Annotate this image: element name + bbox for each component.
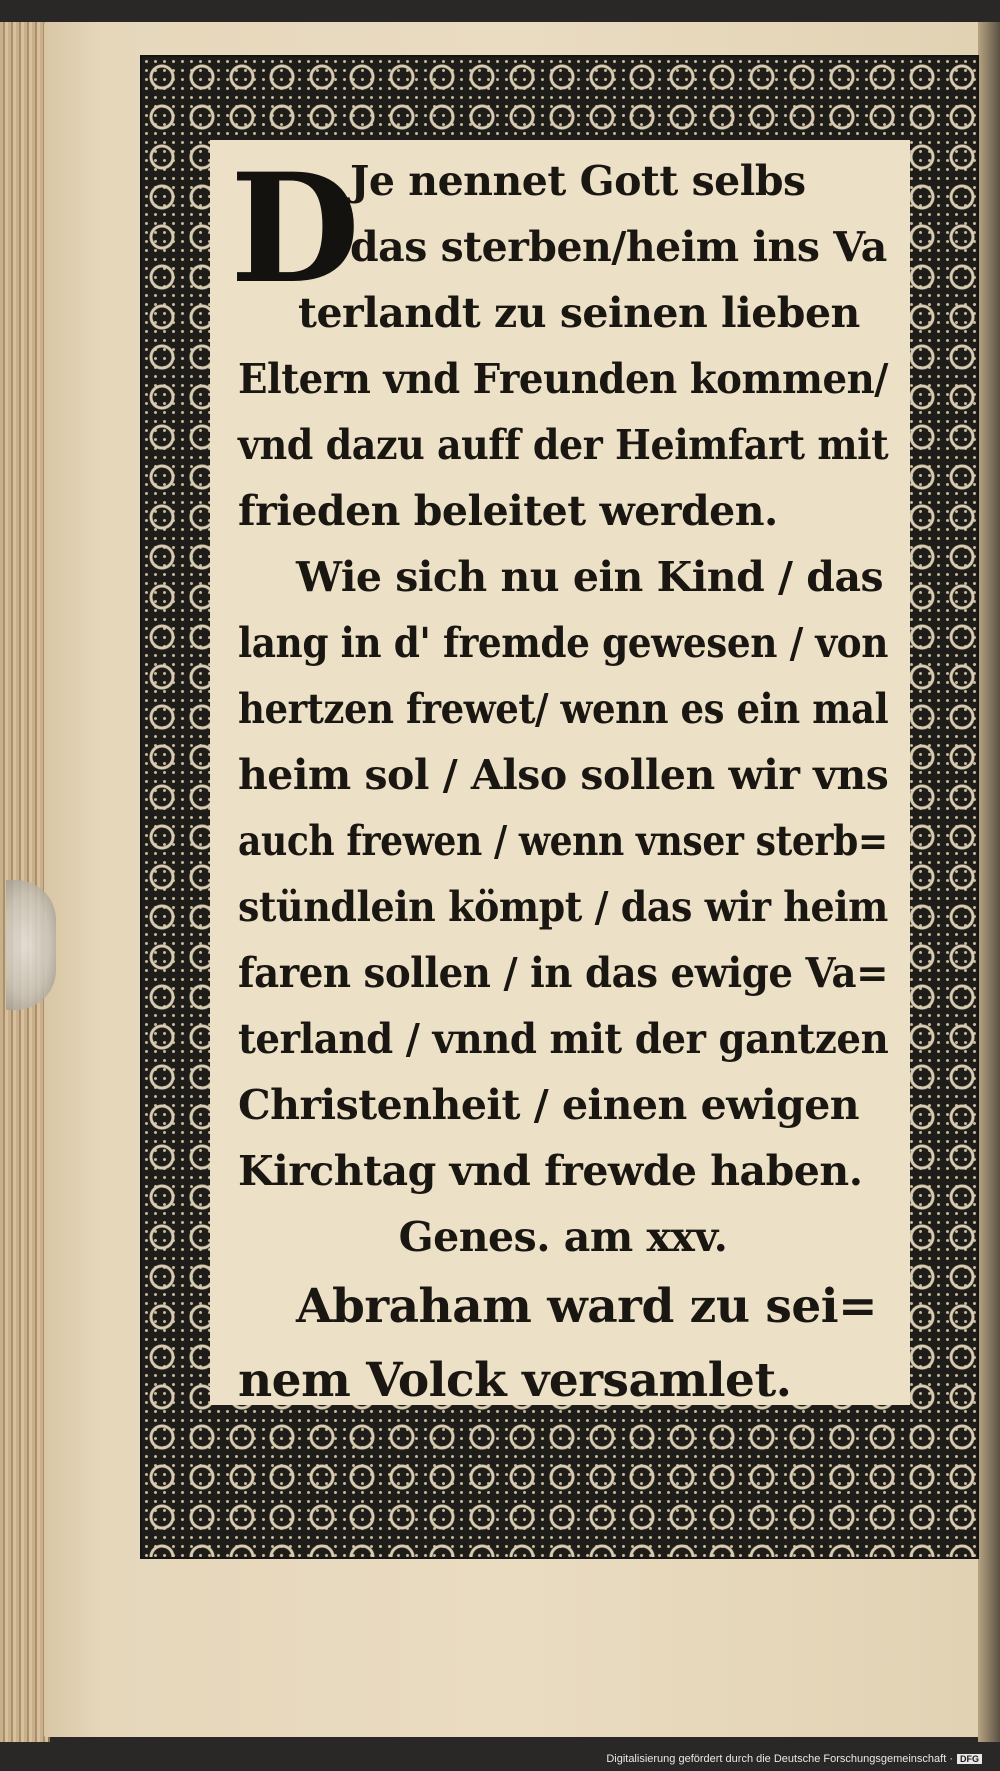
text-line: lang in d' fremde gewesen / von [238,619,888,667]
text-line: Wie sich nu ein Kind / das [296,553,884,601]
scripture-reference: Genes. am xxv. [398,1213,728,1261]
verse-line: nem Volck versamlet. [238,1353,792,1408]
page-clip [6,880,56,1010]
text-line: das sterben/heim ins Va [350,223,887,271]
text-line: Christenheit / einen ewigen [238,1081,860,1129]
text-line: Je nennet Gott selbs [350,157,806,205]
text-line: stündlein kömpt / das wir heim [238,883,888,931]
text-line: Kirchtag vnd frewde haben. [238,1147,863,1195]
text-line: hertzen frewet/ wenn es ein mal [238,685,889,733]
text-line: frieden beleitet werden. [238,487,778,535]
text-line: Eltern vnd Freunden kommen/ [238,355,888,403]
text-line: terland / vnnd mit der gantzen [238,1015,889,1063]
digitization-credit [606,1753,982,1765]
credit-text: Digitalisierung gefördert durch die Deutsche Forschungsgemeinschaft · [606,1753,953,1765]
text-line: faren sollen / in das ewige Va= [238,949,889,997]
text-panel [210,140,910,1408]
text-line: vnd dazu auff der Heimfart mit [238,421,889,469]
text-line: auch frewen / wenn vnser sterb= [238,817,888,865]
drop-initial: D [230,141,361,317]
text-line: terlandt zu seinen lieben [298,289,860,337]
text-line: heim sol / Also sollen wir vns [238,751,889,799]
dfg-logo: DFG [957,1754,982,1764]
book-right-edge [978,22,1000,1742]
verse-line: Abraham ward zu sei= [296,1279,877,1334]
